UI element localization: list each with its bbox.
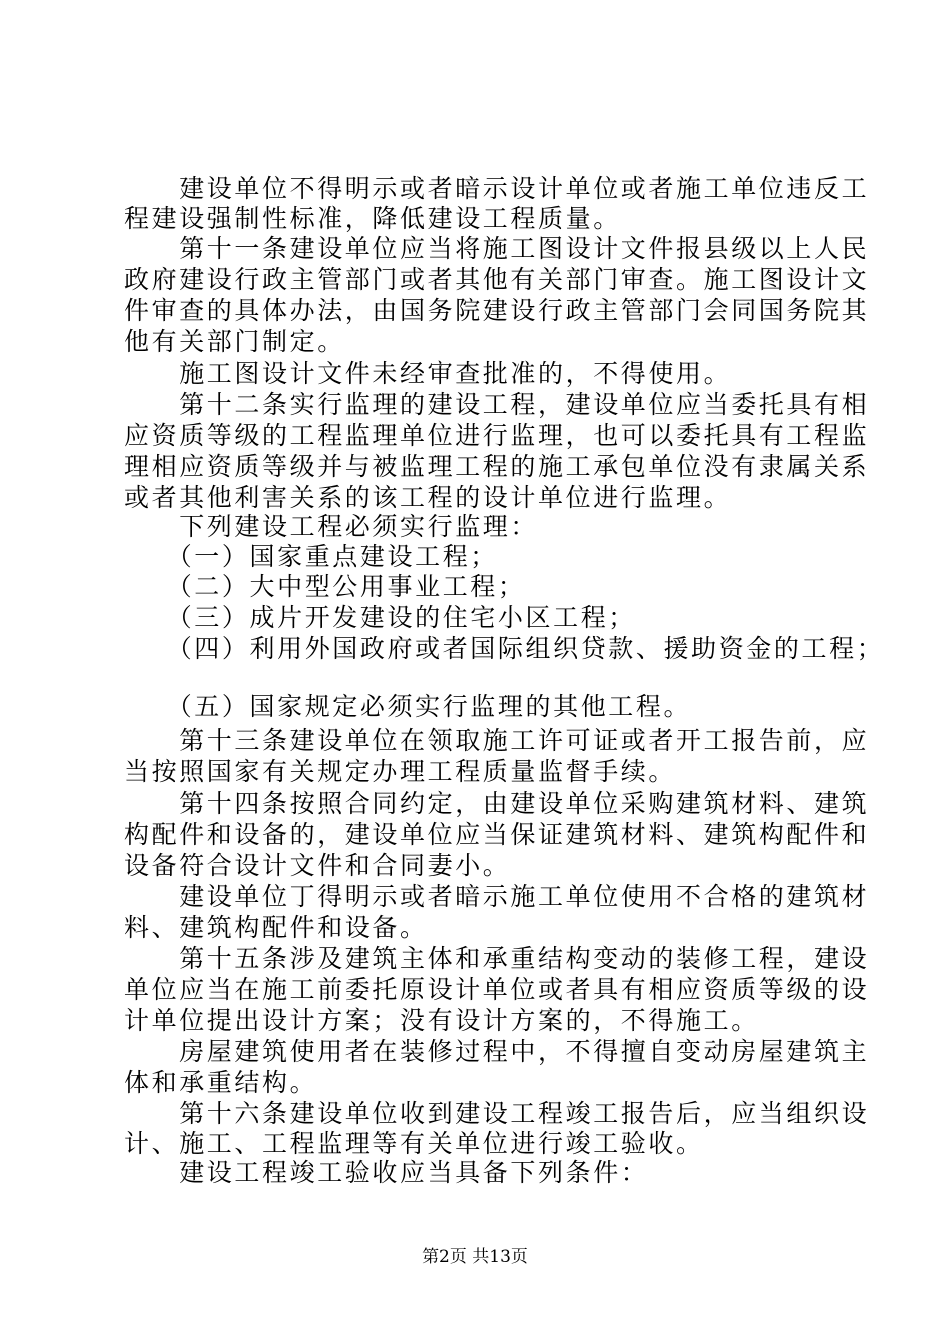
text-line: 第十二条实行监理的建设工程，建设单位应当委托具有相: [124, 390, 870, 419]
text-line: 当按照国家有关规定办理工程质量监督手续。: [124, 757, 677, 786]
text-line: 单位应当在施工前委托原设计单位或者具有相应资质等级的设: [124, 975, 870, 1004]
text-line: （一）国家重点建设工程；: [124, 542, 498, 571]
text-line: 计、施工、工程监理等有关单位进行竣工验收。: [124, 1129, 704, 1158]
text-line: 下列建设工程必须实行监理：: [124, 512, 539, 541]
text-line: 第十五条涉及建筑主体和承重结构变动的装修工程，建设: [124, 944, 870, 973]
text-line: 应资质等级的工程监理单位进行监理，也可以委托具有工程监: [124, 421, 870, 450]
text-line: 件审查的具体办法，由国务院建设行政主管部门会同国务院其: [124, 296, 870, 325]
text-line: 第十一条建设单位应当将施工图设计文件报县级以上人民: [124, 234, 870, 263]
text-line: 理相应资质等级并与被监理工程的施工承包单位没有隶属关系: [124, 452, 870, 481]
text-line: （五）国家规定必须实行监理的其他工程。: [124, 692, 692, 721]
text-line: 施工图设计文件未经审查批准的，不得使用。: [124, 359, 732, 388]
text-line: 他有关部门制定。: [124, 327, 345, 356]
page-number-footer: 第2页 共13页: [422, 1247, 528, 1267]
text-line: 或者其他利害关系的该工程的设计单位进行监理。: [124, 483, 732, 512]
text-line: 设备符合设计文件和合同妻小。: [124, 851, 511, 880]
text-line: 政府建设行政主管部门或者其他有关部门审查。施工图设计文: [124, 265, 870, 294]
text-line: 程建设强制性标准，降低建设工程质量。: [124, 204, 621, 233]
text-line: （四）利用外国政府或者国际组织贷款、援助资金的工程；: [124, 634, 885, 663]
text-line: 构配件和设备的，建设单位应当保证建筑材料、建筑构配件和: [124, 820, 870, 849]
text-line: 第十六条建设单位收到建设工程竣工报告后，应当组织设: [124, 1099, 870, 1128]
text-line: 第十三条建设单位在领取施工许可证或者开工报告前，应: [124, 726, 870, 755]
text-line: 计单位提出设计方案；没有设计方案的，不得施工。: [124, 1006, 759, 1035]
text-line: （三）成片开发建设的住宅小区工程；: [124, 603, 636, 632]
text-line: （二）大中型公用事业工程；: [124, 572, 526, 601]
text-line: 房屋建筑使用者在装修过程中，不得擅自变动房屋建筑主: [124, 1037, 870, 1066]
text-line: 料、建筑构配件和设备。: [124, 913, 428, 942]
text-line: 建设单位不得明示或者暗示设计单位或者施工单位违反工: [124, 174, 870, 203]
text-line: 第十四条按照合同约定，由建设单位采购建筑材料、建筑: [124, 789, 870, 818]
text-line: 体和承重结构。: [124, 1068, 318, 1097]
text-line: 建设工程竣工验收应当具备下列条件：: [124, 1158, 649, 1187]
text-line: 建设单位丁得明示或者暗示施工单位使用不合格的建筑材: [124, 882, 870, 911]
